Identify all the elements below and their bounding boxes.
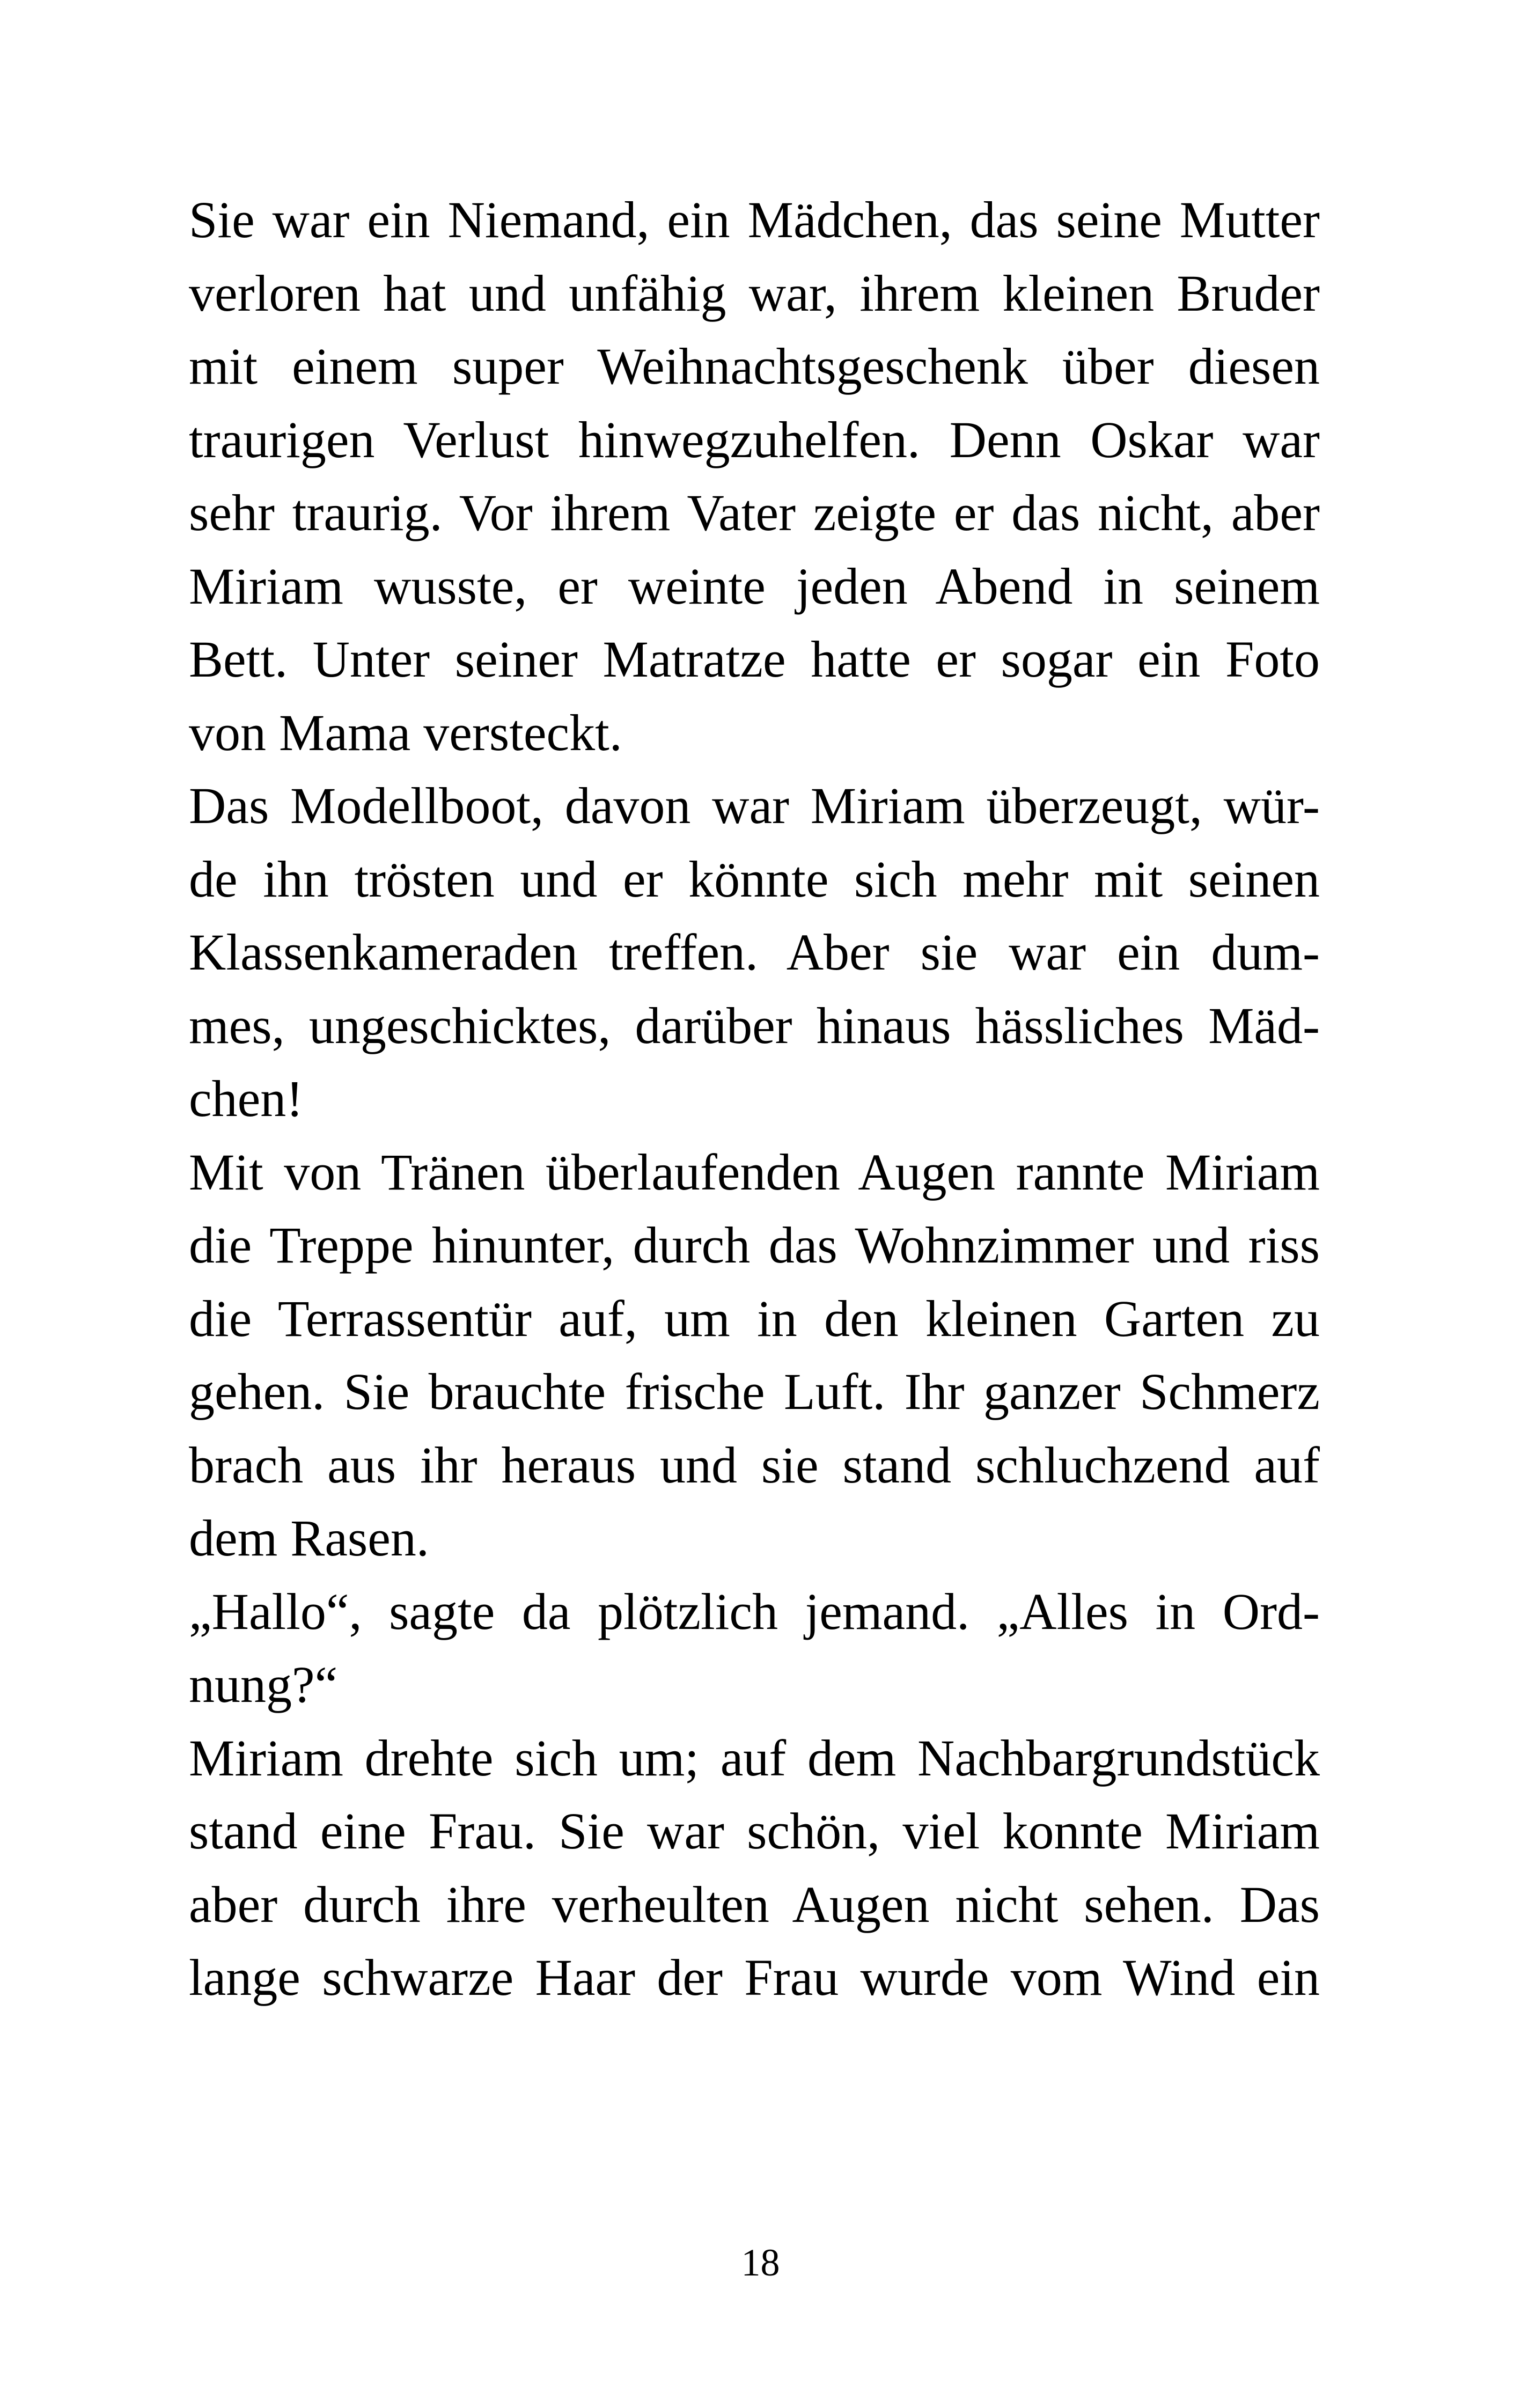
text-line: sehr traurig. Vor ihrem Vater zeigte er das nicht, aber	[189, 484, 1320, 541]
text-line: chen!	[189, 1070, 304, 1127]
text-line: Sie war ein Niemand, ein Mädchen, das seine Mutter	[189, 191, 1320, 248]
text-line: traurigen Verlust hinwegzuhelfen. Denn Oskar war	[189, 410, 1320, 468]
text-line: Miriam wusste, er weinte jeden Abend in seinem	[189, 557, 1320, 615]
text-line: Bett. Unter seiner Matratze hatte er sogar ein Foto	[189, 630, 1320, 688]
text-line: die Treppe hinunter, durch das Wohnzimmer und riss	[189, 1216, 1320, 1274]
text-line: die Terrassentür auf, um in den kleinen Garten zu	[189, 1289, 1320, 1347]
text-line: de ihn trösten und er könnte sich mehr mit seinen	[189, 850, 1320, 908]
text-line: nung?“	[189, 1656, 338, 1713]
text-line: Miriam drehte sich um; auf dem Nachbargrundstück	[189, 1729, 1320, 1787]
text-line: Klassenkameraden treffen. Aber sie war ein dum-	[189, 923, 1320, 981]
text-line: mes, ungeschicktes, darüber hinaus hässliches Mäd-	[189, 996, 1320, 1054]
text-line: dem Rasen.	[189, 1509, 429, 1567]
body-text	[189, 183, 1320, 2015]
text-line: verloren hat und unfähig war, ihrem kleinen Bruder	[189, 264, 1320, 322]
text-line: von Mama versteckt.	[189, 703, 622, 761]
page-number: 18	[741, 2241, 780, 2284]
text-line: „Hallo“, sagte da plötzlich jemand. „Alles in Ord-	[189, 1582, 1320, 1640]
text-line: Das Modellboot, davon war Miriam überzeugt, wür-	[189, 777, 1320, 834]
text-line: brach aus ihr heraus und sie stand schluchzend auf	[189, 1436, 1320, 1494]
text-line: aber durch ihre verheulten Augen nicht sehen. Das	[189, 1875, 1320, 1933]
text-line: gehen. Sie brauchte frische Luft. Ihr ganzer Schmerz	[189, 1363, 1320, 1420]
text-line: lange schwarze Haar der Frau wurde vom Wind ein	[189, 1949, 1320, 2006]
text-line: mit einem super Weihnachtsgeschenk über diesen	[189, 337, 1320, 395]
text-line: stand eine Frau. Sie war schön, viel konnte Miriam	[189, 1802, 1320, 1860]
text-line: Mit von Tränen überlaufenden Augen rannte Miriam	[189, 1143, 1320, 1201]
